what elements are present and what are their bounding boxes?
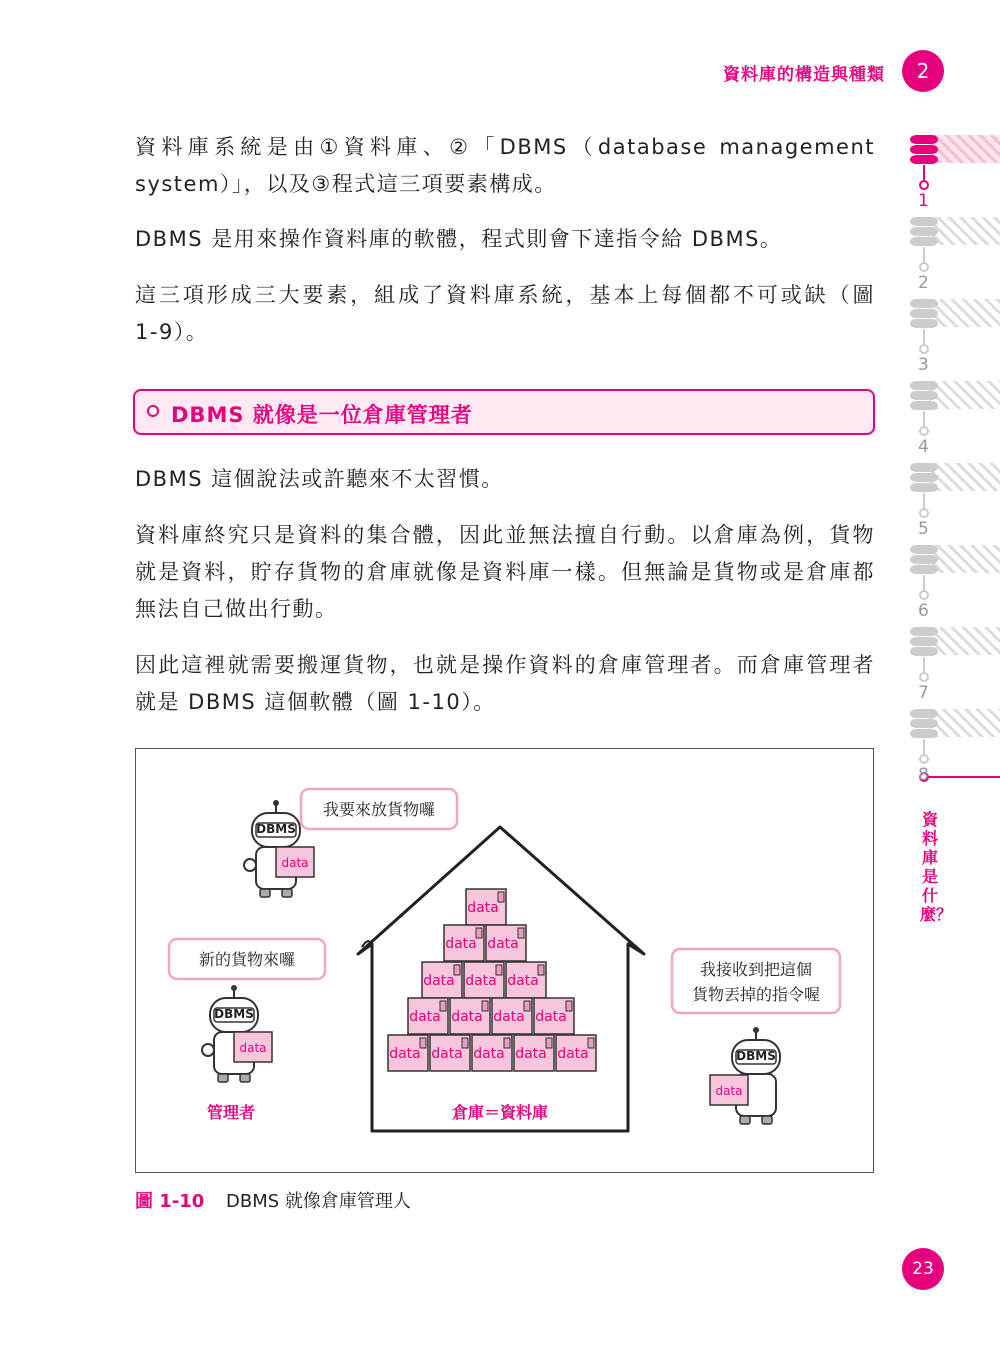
held-box-label-2: data — [239, 1041, 267, 1055]
label-warehouse: 倉庫＝資料庫 — [451, 1103, 549, 1122]
database-icon — [910, 381, 938, 410]
side-nav-item-6[interactable]: 6 — [918, 601, 929, 621]
paragraph-6-line-2: 就是 DBMS 這個軟體（圖 1-10）。 — [135, 690, 496, 714]
robot-label-top-left: DBMS — [256, 822, 296, 836]
database-icon — [910, 709, 938, 738]
label-manager: 管理者 — [206, 1103, 256, 1122]
data-box-label: data — [431, 1046, 463, 1062]
section-title: DBMS 就像是一位倉庫管理者 — [171, 403, 473, 427]
paragraph-1 — [135, 129, 875, 203]
data-box-label: data — [409, 1009, 441, 1025]
paragraph-3 — [135, 277, 875, 351]
figure-1-10 — [135, 748, 874, 1173]
paragraph-5-line-2: 就是資料，貯存貨物的倉庫就像是資料庫一樣。但無論是貨物或是倉庫都 — [135, 560, 875, 584]
paragraph-6 — [135, 647, 875, 721]
paragraph-1-line-1: 資料庫系統是由①資料庫、②「DBMS（database management — [135, 135, 875, 159]
database-icon — [910, 135, 938, 164]
data-box-label: data — [487, 936, 519, 952]
paragraph-2: DBMS 是用來操作資料庫的軟體，程式則會下達指令給 DBMS。 — [135, 227, 783, 251]
side-nav-item-3[interactable]: 3 — [918, 355, 929, 375]
data-box-label: data — [535, 1009, 567, 1025]
database-icon — [910, 463, 938, 492]
data-box-label: data — [473, 1046, 505, 1062]
data-box-label: data — [423, 973, 455, 989]
page-number-badge: 23 — [902, 1248, 944, 1290]
side-nav-item-5[interactable]: 5 — [918, 519, 929, 539]
speech-bubble-left: 新的貨物來囉 — [198, 950, 296, 969]
side-nav-vertical-title: 資料庫是什麼？ — [920, 810, 953, 924]
data-box-label: data — [493, 1009, 525, 1025]
caption-number: 圖 1-10 — [135, 1191, 205, 1212]
speech-bubble-right-line-1: 我接收到把這個 — [699, 960, 813, 979]
data-box-label: data — [557, 1046, 589, 1062]
side-nav-graphics — [905, 130, 1000, 810]
chapter-side-nav — [905, 130, 1000, 950]
data-box-pyramid — [388, 889, 596, 1071]
speech-bubble-right-line-2: 貨物丟掉的指令喔 — [691, 985, 821, 1004]
database-icon — [910, 299, 938, 328]
figure-caption — [135, 1187, 411, 1213]
chapter-title: 資料庫的構造與種類 — [723, 65, 885, 85]
paragraph-3-line-2: 1-9）。 — [135, 320, 209, 344]
data-box-label: data — [515, 1046, 547, 1062]
side-nav-item-2[interactable]: 2 — [918, 273, 929, 293]
chapter-number-badge: 2 — [902, 50, 944, 92]
held-box-label-1: data — [281, 856, 309, 870]
paragraph-3-line-1: 這三項形成三大要素，組成了資料庫系統，基本上每個都不可或缺（圖 — [135, 283, 875, 307]
figure-illustration — [136, 749, 873, 1172]
section-bullet-icon — [147, 405, 159, 417]
data-box-label: data — [451, 1009, 483, 1025]
data-box-label: data — [389, 1046, 421, 1062]
robot-label-bottom-left: DBMS — [214, 1007, 254, 1021]
paragraph-4: DBMS 這個說法或許聽來不太習慣。 — [135, 467, 504, 491]
side-nav-item-8[interactable]: 8 — [918, 765, 929, 785]
data-box-label: data — [507, 973, 539, 989]
paragraph-1-line-2: system）」，以及③程式這三項要素構成。 — [135, 172, 557, 196]
paragraph-6-line-1: 因此這裡就需要搬運貨物，也就是操作資料的倉庫管理者。而倉庫管理者 — [135, 653, 875, 677]
paragraph-5-line-3: 無法自己做出行動。 — [135, 597, 338, 621]
paragraph-5 — [135, 517, 875, 628]
held-box-label-3: data — [715, 1084, 743, 1098]
caption-text: DBMS 就像倉庫管理人 — [226, 1191, 411, 1212]
database-icon — [910, 545, 938, 574]
side-nav-item-1[interactable]: 1 — [918, 191, 929, 211]
data-box-label: data — [467, 900, 499, 916]
side-nav-item-7[interactable]: 7 — [918, 683, 929, 703]
database-icon — [910, 627, 938, 656]
data-box-label: data — [465, 973, 497, 989]
database-icon — [910, 217, 938, 246]
side-nav-item-4[interactable]: 4 — [918, 437, 929, 457]
section-heading-box — [133, 389, 875, 435]
paragraph-5-line-1: 資料庫終究只是資料的集合體，因此並無法擅自行動。以倉庫為例，貨物 — [135, 523, 875, 547]
data-box-label: data — [445, 936, 477, 952]
speech-bubble-top: 我要來放貨物囉 — [322, 800, 436, 819]
robot-label-right: DBMS — [736, 1049, 776, 1063]
